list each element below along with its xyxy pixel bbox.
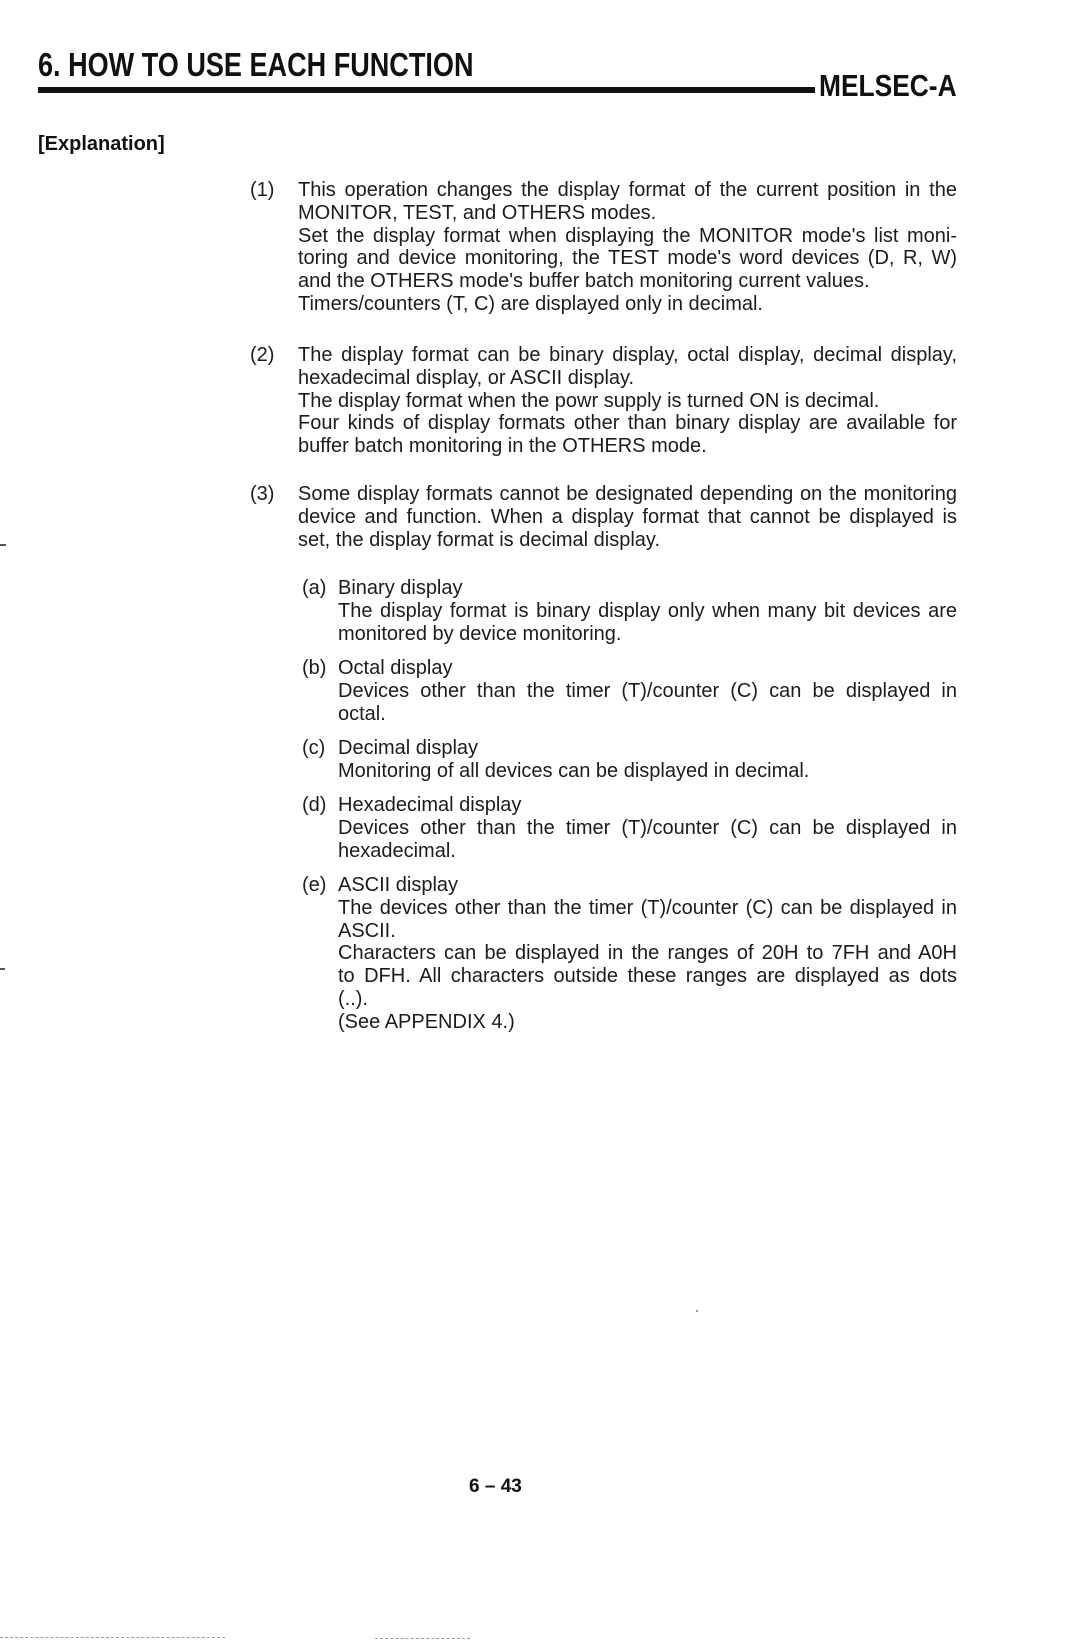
scan-mark [0,544,6,546]
chapter-title: 6. HOW TO USE EACH FUNCTION [38,46,474,83]
scan-mark [696,1310,698,1312]
subitem-b [338,657,957,725]
section-heading: [Explanation] [38,133,165,155]
text-line: The devices other than the timer (T)/counter (C) can be displayed in [338,896,957,919]
item-number-1: (1) [250,179,275,201]
text-line: Devices other than the timer (T)/counter (C) can be displayed in [338,679,957,702]
text-line: The display format can be binary display, octal display, decimal display, [298,344,957,366]
item-1-paragraph [298,179,957,316]
text-line: The display format when the powr supply is turned ON is decimal. [298,389,880,412]
text-line: ASCII. [338,919,396,942]
subitem-label-e: (e) [302,874,327,896]
subitem-label-b: (b) [302,657,327,679]
item-2-paragraph [298,344,957,458]
subitem-label-d: (d) [302,794,327,816]
text-line: MONITOR, TEST, and OTHERS modes. [298,201,657,224]
subitem-c [338,737,957,783]
scan-mark [0,968,5,970]
brand-label: MELSEC-A [819,68,957,103]
text-line: to DFH. All characters outside these ranges are displayed as dots [338,965,957,988]
text-line: The display format is binary display only when many bit devices are [338,599,957,622]
subitem-title: Binary display [338,577,463,599]
header-rule [38,87,815,93]
subitem-title: Hexadecimal display [338,794,522,816]
text-line: Monitoring of all devices can be displayed in decimal. [338,759,810,782]
page-number: 6 – 43 [469,1476,522,1497]
text-line: buffer batch monitoring in the OTHERS mode. [298,435,707,458]
subitem-title: Octal display [338,657,453,679]
text-line: Four kinds of display formats other than binary display are available for [298,412,957,435]
scan-edge-line [375,1638,470,1639]
text-line: device and function. When a display format that cannot be displayed is [298,505,957,528]
text-line: set, the display format is decimal display. [298,528,661,551]
subitem-d [338,794,957,862]
text-line: hexadecimal. [338,839,456,862]
subitem-e [338,874,957,1034]
text-line: octal. [338,702,386,725]
subitem-label-c: (c) [302,737,326,759]
text-line: toring and device monitoring, the TEST mode's word devices (D, R, W) [298,247,957,270]
item-number-2: (2) [250,344,275,366]
item-3-paragraph [298,483,957,551]
subitem-label-a: (a) [302,577,327,599]
text-line: Characters can be displayed in the ranges of 20H to 7FH and A0H [338,942,957,965]
subitem-title: ASCII display [338,874,459,896]
subitem-a [338,577,957,645]
text-line: Set the display format when displaying the MONITOR mode's list moni- [298,224,957,247]
scan-edge-line [0,1637,225,1638]
text-line: Some display formats cannot be designated depending on the monitoring [298,483,957,505]
text-line: and the OTHERS mode's buffer batch monitoring current values. [298,270,870,293]
text-line: Timers/counters (T, C) are displayed only in decimal. [298,292,763,315]
text-line: (..). [338,987,368,1010]
text-line: hexadecimal display, or ASCII display. [298,366,635,389]
text-line: (See APPENDIX 4.) [338,1010,515,1033]
text-line: This operation changes the display format of the current position in the [298,179,957,201]
text-line: Devices other than the timer (T)/counter (C) can be displayed in [338,816,957,839]
item-number-3: (3) [250,483,275,505]
text-line: monitored by device monitoring. [338,622,622,645]
subitem-title: Decimal display [338,737,479,759]
